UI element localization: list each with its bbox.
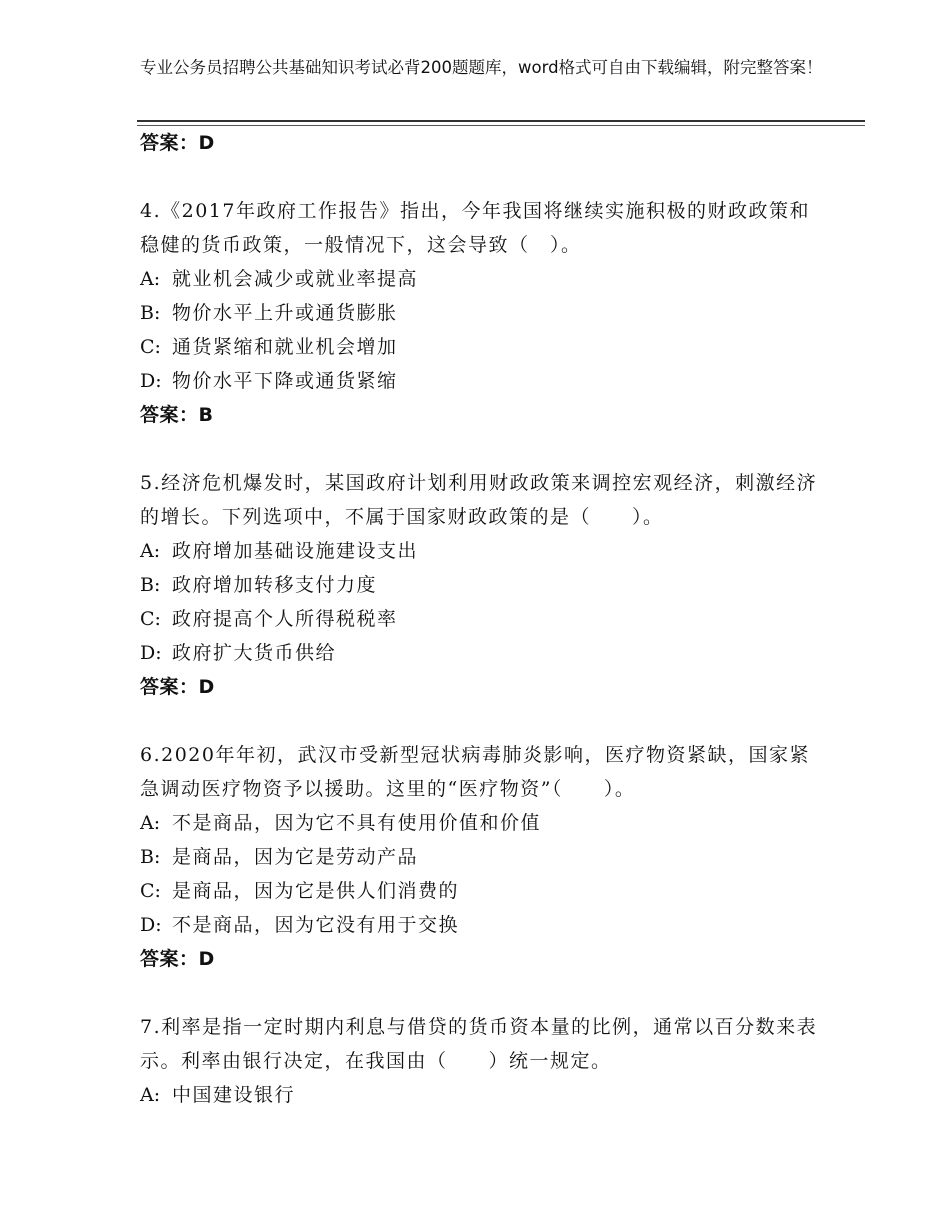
option-b xyxy=(140,840,820,874)
option-b xyxy=(140,296,820,330)
question-text: 6.2020年年初，武汉市受新型冠状病毒肺炎影响，医疗物资紧缺，国家紧急调动医疗物资予以援助。这里的“医疗物资”（ ）。 xyxy=(140,744,810,800)
option-text: 政府增加基础设施建设支出 xyxy=(172,540,419,562)
question-item xyxy=(140,466,820,704)
option-d xyxy=(140,364,820,398)
option-c xyxy=(140,330,820,364)
option-letter: D: xyxy=(140,642,162,664)
option-letter: B: xyxy=(140,302,161,324)
option-text: 物价水平下降或通货紧缩 xyxy=(172,370,398,392)
option-text: 是商品，因为它是劳动产品 xyxy=(172,846,419,868)
option-text: 政府增加转移支付力度 xyxy=(172,574,378,596)
option-d xyxy=(140,636,820,670)
question-item xyxy=(140,194,820,432)
option-letter: B: xyxy=(140,574,161,596)
option-letter: C: xyxy=(140,336,161,358)
option-text: 不是商品，因为它不具有使用价值和价值 xyxy=(172,812,542,834)
option-a xyxy=(140,1078,820,1112)
option-letter: C: xyxy=(140,880,161,902)
header-rule xyxy=(137,120,865,122)
answer-line: 答案：B xyxy=(140,404,214,426)
option-letter: A: xyxy=(140,268,161,290)
answer-line: 答案：D xyxy=(140,948,215,970)
option-letter: D: xyxy=(140,370,162,392)
option-letter: A: xyxy=(140,540,161,562)
option-a xyxy=(140,262,820,296)
option-text: 政府扩大货币供给 xyxy=(172,642,337,664)
answer-line: 答案：D xyxy=(140,676,215,698)
option-letter: A: xyxy=(140,1084,161,1106)
option-letter: B: xyxy=(140,846,161,868)
answer-line: 答案：D xyxy=(140,132,215,154)
option-text: 就业机会减少或就业率提高 xyxy=(172,268,419,290)
option-c xyxy=(140,602,820,636)
question-text: 4.《2017年政府工作报告》指出，今年我国将继续实施积极的财政政策和稳健的货币政策，一般情况下，这会导致（ ）。 xyxy=(140,200,810,256)
option-text: 不是商品，因为它没有用于交换 xyxy=(172,914,460,936)
option-d xyxy=(140,908,820,942)
option-c xyxy=(140,874,820,908)
option-b xyxy=(140,568,820,602)
page-header: 专业公务员招聘公共基础知识考试必背200题题库，word格式可自由下载编辑，附完整答案！ xyxy=(140,58,823,77)
option-text: 物价水平上升或通货膨胀 xyxy=(172,302,398,324)
option-text: 政府提高个人所得税税率 xyxy=(172,608,398,630)
option-letter: A: xyxy=(140,812,161,834)
option-letter: C: xyxy=(140,608,161,630)
question-text: 7.利率是指一定时期内利息与借贷的货币资本量的比例，通常以百分数来表示。利率由银行决定，在我国由（ ）统一规定。 xyxy=(140,1016,818,1072)
option-text: 中国建设银行 xyxy=(172,1084,296,1106)
question-list xyxy=(140,126,820,1112)
option-a xyxy=(140,806,820,840)
option-a xyxy=(140,534,820,568)
option-letter: D: xyxy=(140,914,162,936)
question-text: 5.经济危机爆发时，某国政府计划利用财政政策来调控宏观经济，刺激经济的增长。下列选项中，不属于国家财政政策的是（ ）。 xyxy=(140,472,818,528)
question-item xyxy=(140,738,820,976)
option-text: 通货紧缩和就业机会增加 xyxy=(172,336,398,358)
option-text: 是商品，因为它是供人们消费的 xyxy=(172,880,460,902)
question-item xyxy=(140,1010,820,1112)
